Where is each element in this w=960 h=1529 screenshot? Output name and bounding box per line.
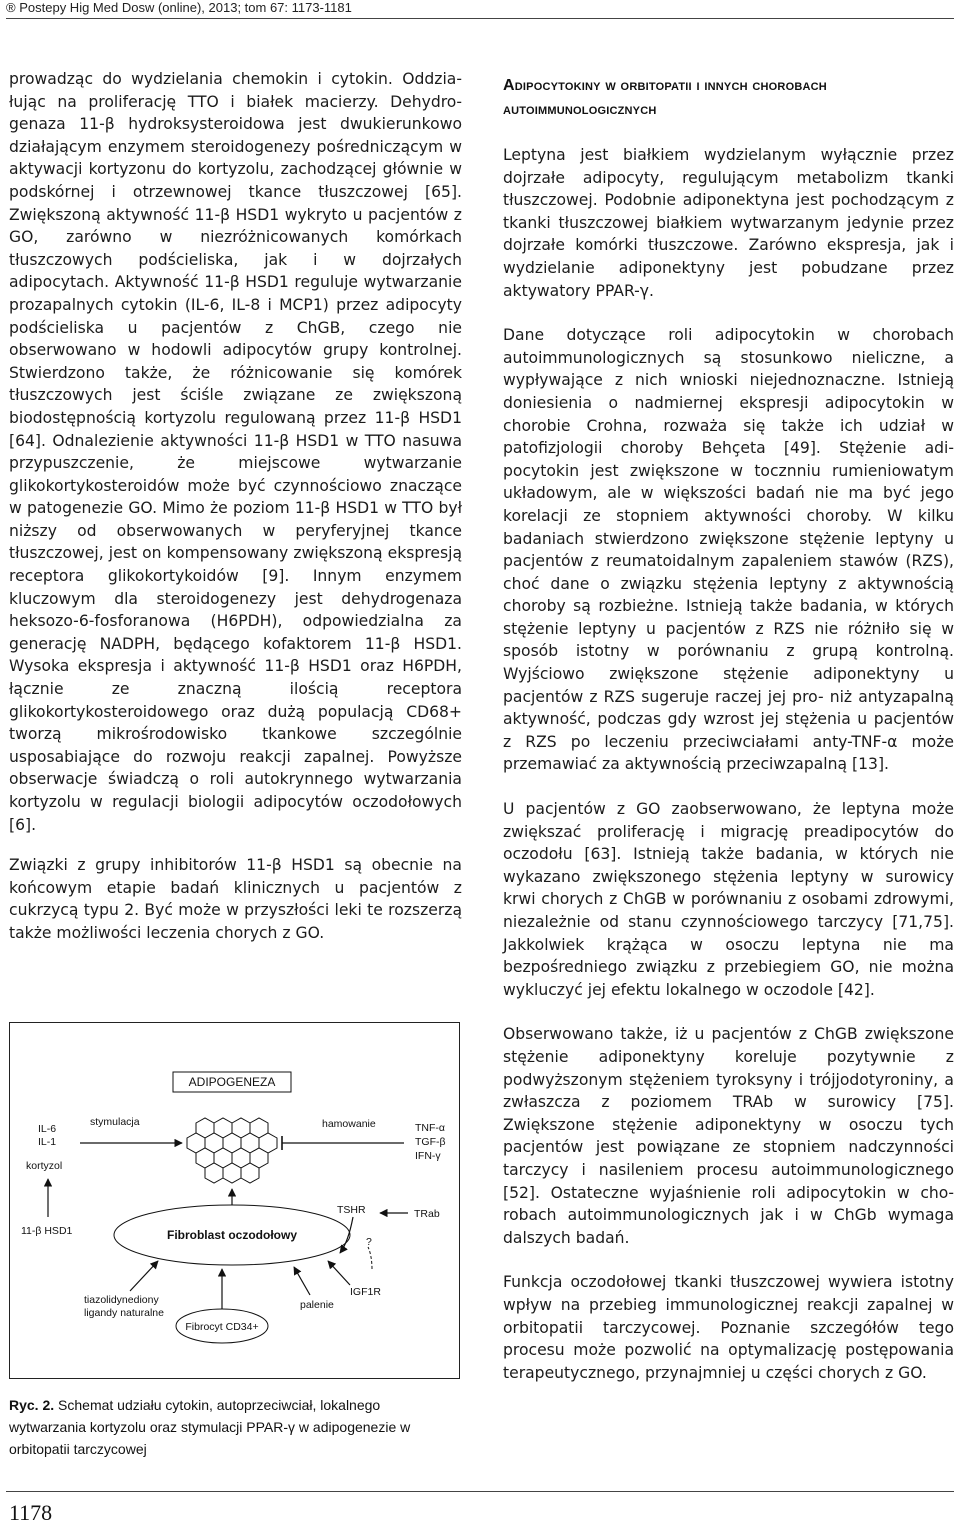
diagram-svg <box>10 1023 460 1379</box>
palenie-label: palenie <box>300 1299 334 1311</box>
right-paragraph-2: Dane dotyczące roli adipocytokin w chorobach autoimmunologicznych są stosunkowo nieliczne, a wypływające z nich wnioski niejednoznaczne. Istnieją doniesienia o nadmiernej ekspresji adipocytokin w chorobie Crohna, rozważa się także ich udział w patofizjologii choroby Behçeta [49]. Stężenie adipocytokin jest zwiększone w tocznniu rumieniowatym układowym, ale w większości badań nie ma być jego korelacji ze stopniem aktywności choroby. W kilku badaniach stwierdzono zwiększone stężenie leptyny u pacjentów z reumatoidalnym zapaleniem stawów (RZS), choć dane o związku stężenia leptyny z aktywnością choroby są rozbieżne. Istnieją także badania, w których stężenie leptyny u pacjentów z RZS nie różniło się w sposób istotny w porównaniu z grupą kontrolną. Wyjściowo zwiększone stężenie adiponektyny u pacjentów z RZS sugeruje raczej jej pro- niż antyzapalną aktywność, podczas gdy wzrost jej stężenia u pacjentów z RZS po leczeniu przeciwciałami anty-TNF-α może przemawiać za aktywnością przeciwzapalną [13]. <box>503 326 954 774</box>
hsd1-label: 11-β HSD1 <box>21 1225 73 1237</box>
tnf-label: TNF-α <box>415 1122 445 1134</box>
right-column <box>503 74 954 1384</box>
caption-text: Schemat udziału cytokin, autoprzeciwciał, lokalnego wytwarzania kortyzolu oraz stymulacji PPAR-γ w adipogenezie w orbitopatii tarczycowej <box>9 1397 411 1457</box>
tiazo-label-1: tiazolidynediony <box>84 1294 159 1306</box>
right-paragraph-5: Funkcja oczodołowej tkanki tłuszczowej wywiera istotny wpływ na przebieg immunologicznej reakcji zapalnej w orbitopatii tarczycowej. Poznanie szczegółów tego procesu może pozwolić na optymalizację postępowania terapeutycznego, przynajmniej u części chorych z GO. <box>503 1273 954 1382</box>
ifn-label: IFN-γ <box>415 1150 441 1162</box>
question-mark: ? <box>366 1236 372 1248</box>
journal-logo-icon: ® <box>6 0 16 15</box>
kortyzol-label: kortyzol <box>26 1160 63 1172</box>
igf1r-label: IGF1R <box>350 1286 381 1298</box>
arrow-igf1r-fibroblast <box>328 1261 350 1285</box>
running-head-text: Postepy Hig Med Dosw (online), 2013; tom 67: 1173-1181 <box>19 0 352 15</box>
figure-caption <box>9 1394 459 1460</box>
hamowanie-label: hamowanie <box>322 1118 376 1130</box>
right-paragraph-1: Leptyna jest białkiem wydzielanym wyłącznie przez dojrzałe adipocyty, regulującym metabolizm tkanki tłuszczowej. Podobnie adiponektyna jest pochodzącym z tkanki tłuszczowej białkiem wytwarzanym jedynie przez dojrzałe komórki tłuszczowe. Zarówno ekspresja, jak i wydzielanie adiponektyny jest pobudzane przez aktywatory PPAR-γ. <box>503 146 954 300</box>
page-number: 1178 <box>9 1500 53 1525</box>
stymulacja-label: stymulacja <box>90 1116 140 1128</box>
left-column <box>9 68 462 945</box>
footer-rule <box>6 1491 954 1492</box>
fibrocyt-label: Fibrocyt CD34+ <box>185 1321 259 1333</box>
caption-label: Ryc. 2. <box>9 1397 55 1413</box>
fibroblast-label: Fibroblast oczodołowy <box>166 1228 298 1242</box>
il6-label: IL-6 <box>38 1123 57 1135</box>
left-paragraph-2: Związki z grupy inhibitorów 11-β HSD1 są obecnie na końcowym etapie badań klinicznych u pacjentów z cukrzycą typu 2. Być może w przyszłości leki te rozszerzą także możliwości leczenia chorych z GO. <box>9 856 462 942</box>
tiazo-label-2: ligandy naturalne <box>84 1307 164 1319</box>
arrow-tiazo <box>130 1261 158 1291</box>
figure-diagram <box>9 1022 460 1379</box>
right-paragraph-4: Obserwowano także, iż u pacjentów z ChGB zwiększone stężenie adiponektyny koreluje pozytywnie z podwyższonym stężeniem tyroksyny i trójjodotyroniny, a zwłaszcza z poziomem TRAb w surowicy [75]. Zwiększone stężenie adiponektyny w osoczu tych pacjentów jest powiązane ze stopniem nadczynności tarczycy i nasileniem procesu autoimmunologicznego [52]. Ostateczne wyjaśnienie roli adipocytokin w chorobach autoimmunologicznych jak i w ChGb wymaga dalszych badań. <box>503 1025 954 1247</box>
left-paragraph-1: prowadząc do wydzielania chemokin i cytokin. Oddziałując na proliferację TTO i białek macierzy. Dehydrogenaza 11-β hydroksysteroidowa jest dwukierunkowo działającym enzymem steroidogenezy pośredniczącym w aktywacji kortyzonu do kortyzolu, zachodzącej głównie w podskórnej i otrzewnowej tkance tłuszczowej [65]. Zwiększoną aktywność 11-β HSD1 wykryto u pacjentów z GO, zarówno w niezróżnicowanych komórkach tłuszczowych podścieliska, jak i w dojrzałych adipocytach. Aktywność 11-β HSD1 reguluje wytwarzanie prozapalnych cytokin (IL-6, IL-8 i MCP1) przez adipocyty podścieliska u pacjentów z ChGB, czego nie obserwowano w hodowli adipocytów grupy kontrolnej. Stwierdzono także, że różnicowanie się komórek tłuszczowych jest ściśle związane ze zwiększoną biodostępnością kortyzolu regulowaną przez 11-β HSD1 [64]. Odnalezienie aktywności 11-β HSD1 w TTO nasuwa przypuszczenie, że miejscowe wytwarzanie glikokortykosteroidów może być czynnościowo znaczące w patogenezie GO. Mimo że poziom 11-β HSD1 w TTO był niższy od obserwowanych w peryferyjnej tkance tłuszczowej, jest on kompensowany zwiększoną ekspresją receptora glikokortykoidów [9]. Innym enzymem kluczowym dla steroidogenezy jest dehydrogenaza heksozo-6-fosforanowa (H6PDH), odpowiedzialna za generację NADPH, będącego kofaktorem 11-β HSD1. Wysoka ekspresja i aktywność 11-β HSD1 oraz H6PDH, łącznie ze znaczną ilością receptora glikokortykosteroidowego oraz dużą populacją CD68+ tworzą mikrośrodowisko tkankowe szczególnie usposabiające do rozwoju reakcji zapalnej. Powyższe obserwacje świadczą o roli autokrynnego wytwarzania kortyzolu w regulacji biologii adipocytów oczodołowych [6]. <box>9 70 462 834</box>
tshr-label: TSHR <box>337 1204 366 1216</box>
running-head <box>6 0 960 15</box>
trab-label: TRab <box>414 1208 440 1220</box>
arrow-palenie <box>294 1267 310 1295</box>
il1-label: IL-1 <box>38 1136 57 1148</box>
tgf-label: TGF-β <box>415 1136 446 1148</box>
header-rule <box>6 18 954 19</box>
right-paragraph-3: U pacjentów z GO zaobserwowano, że leptyna może zwiększać proliferację i migrację preadipocytów do oczodołu [63]. Istnieją także badania, w których nie wykazano zwiększonego stężenia leptyny w surowicy krwi chorych z ChGB w porównaniu z osobami zdrowymi, niezależnie od stanu czynnościowego tarczycy [71,75]. Jakkolwiek krążąca w osoczu leptyna nie ma bezpośredniego związku z przebiegiem GO, nie można wykluczyć jej efektu lokalnego w oczodole [42]. <box>503 800 954 999</box>
adipocyte-cluster-icon <box>187 1118 277 1183</box>
section-title: Adipocytokiny w orbitopatii i innych chorobach autoimmunologicznych <box>503 77 827 118</box>
adipogeneza-label: ADIPOGENEZA <box>188 1075 276 1089</box>
arrow-igf1r-tshr <box>368 1247 372 1269</box>
